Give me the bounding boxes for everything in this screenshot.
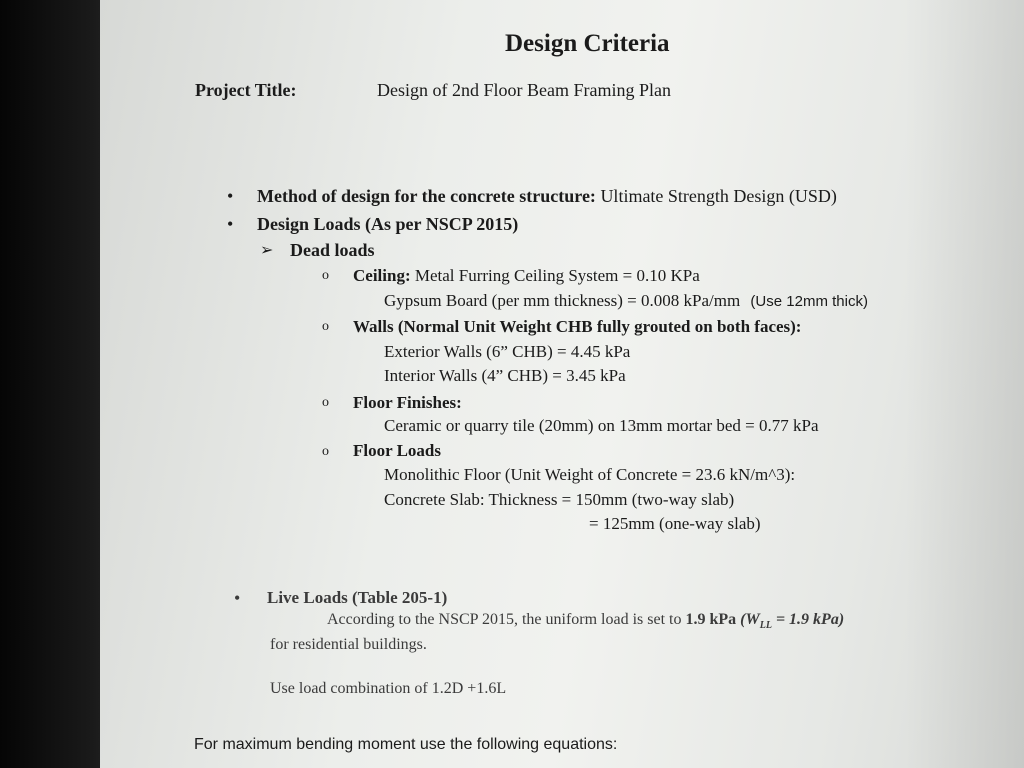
gypsum-line (384, 291, 868, 311)
slab-line-2: = 125mm (one-way slab) (589, 514, 761, 533)
slab-line-1: Concrete Slab: Thickness = 150mm (two-way slab) (384, 490, 735, 509)
live-loads-text (327, 611, 844, 631)
circle-bullet-finishes: o (322, 395, 329, 410)
gypsum-text: Gypsum Board (per mm thickness) = 0.008 kPa/mm (384, 291, 741, 310)
live-loads-heading: Live Loads (Table 205-1) (267, 588, 448, 607)
load-combination-line: Use load combination of 1.2D +1.6L (270, 680, 507, 697)
gypsum-note: (Use 12mm thick) (750, 293, 868, 310)
floor-loads-heading: Floor Loads (353, 441, 442, 460)
interior-walls-line: Interior Walls (4” CHB) = 3.45 kPa (384, 366, 626, 385)
bullet-method: • (227, 186, 234, 206)
method-value: Ultimate Strength Design (USD) (600, 186, 837, 206)
document-title: Design Criteria (505, 30, 670, 57)
ceiling-line (353, 266, 700, 286)
exterior-walls-line: Exterior Walls (6” CHB) = 4.45 kPa (384, 342, 631, 361)
design-loads-heading: Design Loads (As per NSCP 2015) (257, 214, 519, 234)
document-page (100, 0, 1024, 768)
bullet-design-loads: • (227, 214, 234, 234)
live-text-b: 1.9 kPa (685, 611, 737, 628)
circle-bullet-walls: o (322, 319, 329, 334)
monolithic-line: Monolithic Floor (Unit Weight of Concrete = 23.6 kN/m^3): (384, 465, 796, 484)
live-text-c: (W (740, 611, 760, 628)
ceiling-value: Metal Furring Ceiling System = 0.10 KPa (414, 266, 700, 285)
circle-bullet-ceiling: o (322, 268, 329, 283)
ceramic-line: Ceramic or quarry tile (20mm) on 13mm mortar bed = 0.77 kPa (384, 416, 819, 435)
method-line (257, 186, 837, 207)
dead-loads-heading: Dead loads (290, 240, 375, 260)
walls-heading: Walls (Normal Unit Weight CHB fully grouted on both faces): (353, 317, 802, 336)
method-label: Method of design for the concrete structure: (257, 186, 596, 206)
bending-moment-line: For maximum bending moment use the following equations: (194, 736, 618, 753)
live-text-d: = 1.9 kPa) (771, 611, 845, 628)
live-text-sub: LL (759, 620, 772, 632)
circle-bullet-floor-loads: o (322, 444, 329, 459)
live-loads-text-2: for residential buildings. (270, 636, 427, 653)
project-title-value: Design of 2nd Floor Beam Framing Plan (377, 80, 671, 100)
bullet-live-loads: • (234, 588, 241, 608)
arrow-bullet-icon: ➢ (260, 242, 274, 259)
project-title-label: Project Title: (195, 80, 297, 100)
floor-finishes-heading: Floor Finishes: (353, 393, 462, 412)
live-text-a: According to the NSCP 2015, the uniform load is set to (327, 611, 682, 628)
ceiling-label: Ceiling: (353, 266, 411, 285)
live-text-formula (740, 611, 845, 632)
screen-shading (904, 0, 1024, 768)
